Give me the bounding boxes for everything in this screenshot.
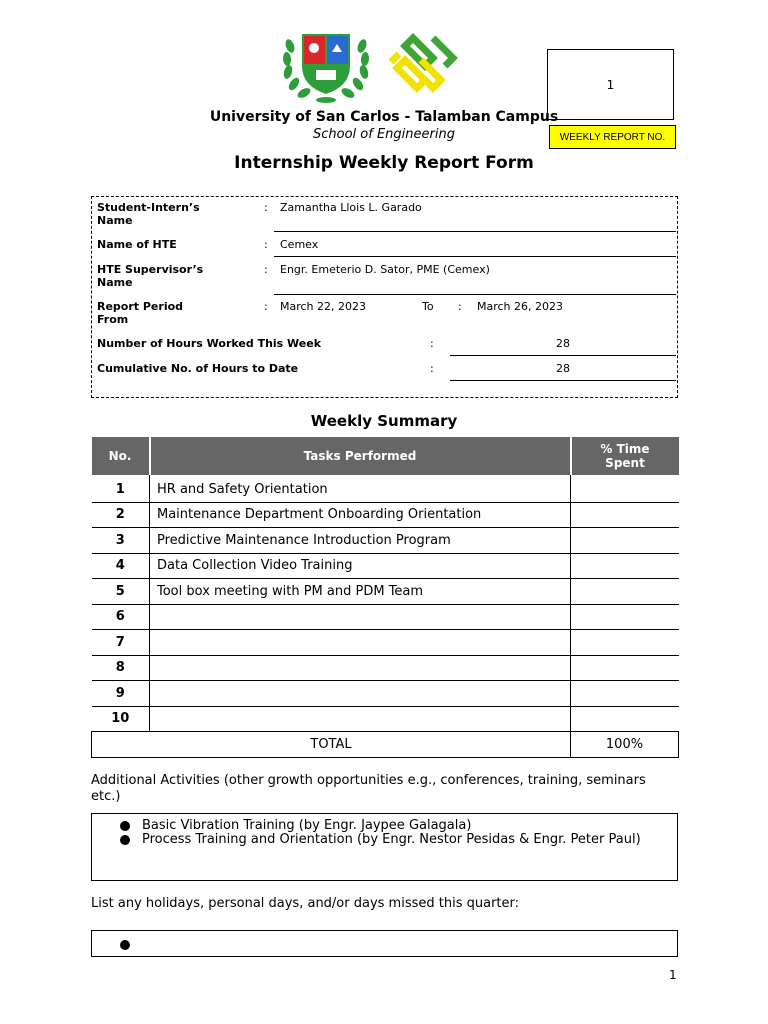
- time-cell: [571, 553, 679, 579]
- table-row: [92, 579, 679, 605]
- row-number: 1: [92, 475, 150, 502]
- school-name: School of Engineering: [313, 127, 455, 142]
- list-item: [120, 833, 650, 847]
- university-seal-icon: [280, 26, 372, 106]
- hours-cumulative-label: Cumulative No. of Hours to Date: [97, 362, 299, 375]
- table-row: [92, 681, 679, 707]
- time-cell: [571, 655, 679, 681]
- task-cell: Predictive Maintenance Introduction Program: [150, 528, 571, 554]
- colon: :: [264, 300, 268, 313]
- underline: [274, 231, 676, 232]
- holidays-prompt: List any holidays, personal days, and/or days missed this quarter:: [91, 896, 520, 911]
- underline: [450, 355, 676, 356]
- hours-week-label: Number of Hours Worked This Week: [97, 337, 322, 350]
- bullet-icon: [120, 821, 130, 831]
- task-cell: HR and Safety Orientation: [150, 475, 571, 502]
- row-number: 8: [92, 655, 150, 681]
- row-number: 2: [92, 502, 150, 528]
- list-item: [120, 819, 650, 833]
- additional-activities-list: [120, 819, 650, 847]
- row-number: 3: [92, 528, 150, 554]
- table-row: [92, 502, 679, 528]
- time-cell: [571, 475, 679, 502]
- total-value: 100%: [571, 732, 679, 758]
- colon: :: [264, 238, 268, 251]
- period-from-value: March 22, 2023: [280, 300, 367, 313]
- university-name: University of San Carlos - Talamban Campus: [209, 109, 559, 125]
- task-cell: Maintenance Department Onboarding Orientation: [150, 502, 571, 528]
- colon: :: [264, 263, 268, 276]
- list-item-text: Basic Vibration Training (by Engr. Jaypee Galagala): [142, 818, 472, 833]
- table-row: [92, 528, 679, 554]
- time-cell: [571, 502, 679, 528]
- to-label: To: [422, 300, 434, 313]
- hours-cumulative-value: 28: [556, 362, 570, 375]
- col-header-time: % Time Spent: [571, 437, 679, 475]
- total-row: [92, 732, 679, 758]
- hours-week-value: 28: [556, 337, 570, 350]
- supervisor-value: Engr. Emeterio D. Sator, PME (Cemex): [280, 263, 490, 276]
- time-cell: [571, 681, 679, 707]
- row-number: 9: [92, 681, 150, 707]
- report-number-label: WEEKLY REPORT NO.: [549, 125, 676, 149]
- colon: :: [458, 300, 462, 313]
- report-period-label: Report Period From: [97, 300, 184, 326]
- page-number: 1: [669, 968, 677, 982]
- colon: :: [430, 337, 434, 350]
- weekly-summary-title: Weekly Summary: [310, 412, 458, 430]
- total-label: TOTAL: [92, 732, 571, 758]
- bullet-icon: [120, 835, 130, 845]
- task-cell: [150, 604, 571, 630]
- bullet-icon: [120, 940, 130, 950]
- table-row: [92, 553, 679, 579]
- hte-name-label: Name of HTE: [97, 238, 177, 251]
- time-cell: [571, 630, 679, 656]
- task-cell: [150, 681, 571, 707]
- table-row: [92, 475, 679, 502]
- underline: [274, 256, 676, 257]
- tasks-table: [91, 437, 679, 758]
- table-row: [92, 706, 679, 732]
- list-item: [120, 938, 650, 950]
- row-number: 6: [92, 604, 150, 630]
- student-name-value: Zamantha Llois L. Garado: [280, 201, 422, 214]
- col-header-tasks: Tasks Performed: [150, 437, 571, 475]
- row-number: 10: [92, 706, 150, 732]
- row-number: 7: [92, 630, 150, 656]
- supervisor-label: HTE Supervisor’s Name: [97, 263, 204, 289]
- row-number: 4: [92, 553, 150, 579]
- holidays-list: [120, 938, 650, 950]
- time-cell: [571, 528, 679, 554]
- task-cell: [150, 655, 571, 681]
- period-to-value: March 26, 2023: [477, 300, 564, 313]
- colon: :: [264, 201, 268, 214]
- task-cell: Tool box meeting with PM and PDM Team: [150, 579, 571, 605]
- table-header-row: [92, 437, 679, 475]
- time-cell: [571, 706, 679, 732]
- task-cell: [150, 630, 571, 656]
- list-item-text: Process Training and Orientation (by Engr. Nestor Pesidas & Engr. Peter Paul): [142, 832, 641, 847]
- student-name-label: Student-Intern’s Name: [97, 201, 200, 227]
- table-row: [92, 604, 679, 630]
- hte-name-value: Cemex: [280, 238, 319, 251]
- underline: [450, 380, 676, 381]
- time-cell: [571, 604, 679, 630]
- additional-activities-prompt: Additional Activities (other growth opportunities e.g., conferences, training, seminars etc.): [91, 773, 646, 804]
- col-header-no: No.: [92, 437, 150, 475]
- engineering-knot-logo-icon: [385, 32, 465, 102]
- table-row: [92, 655, 679, 681]
- task-cell: Data Collection Video Training: [150, 553, 571, 579]
- form-title: Internship Weekly Report Form: [234, 153, 534, 173]
- underline: [274, 294, 676, 295]
- report-number-value: 1: [606, 77, 615, 92]
- table-row: [92, 630, 679, 656]
- colon: :: [430, 362, 434, 375]
- time-cell: [571, 579, 679, 605]
- row-number: 5: [92, 579, 150, 605]
- task-cell: [150, 706, 571, 732]
